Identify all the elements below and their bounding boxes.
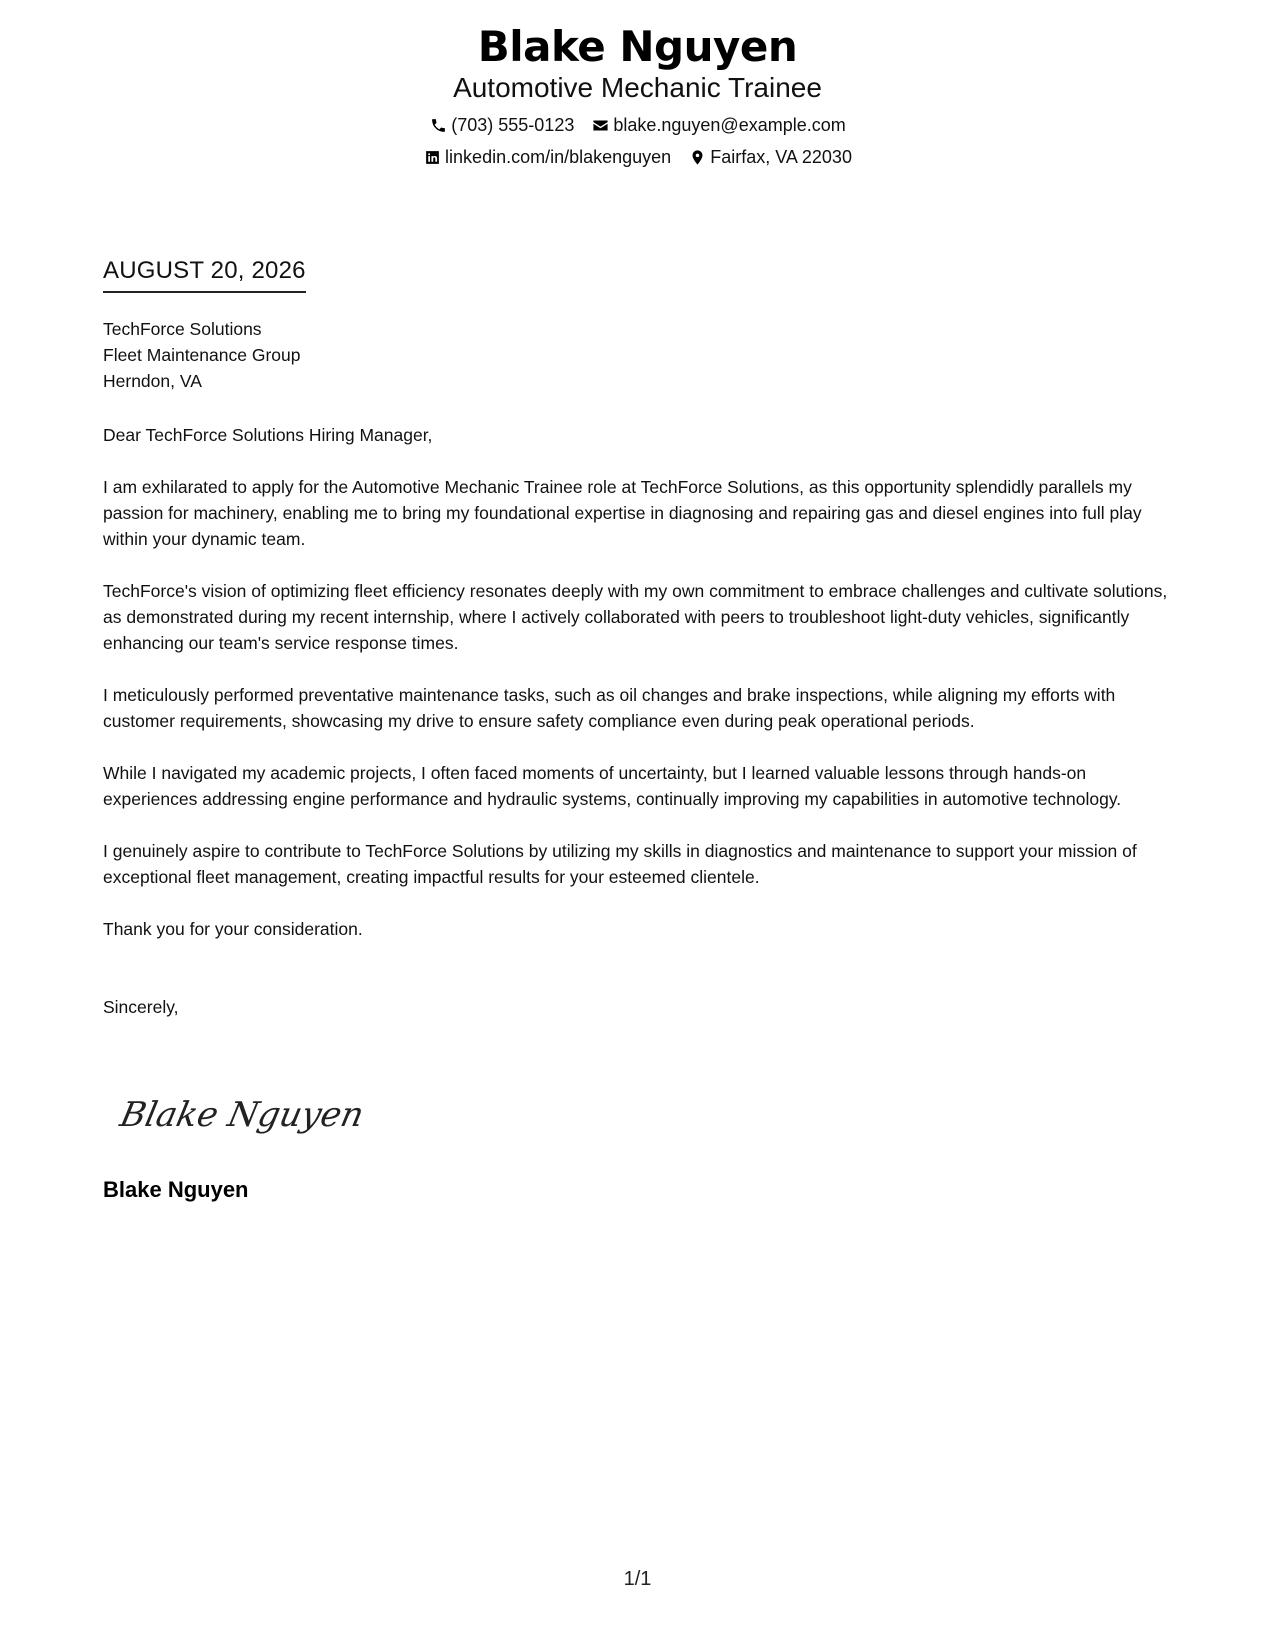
body-paragraph: I meticulously performed preventative maintenance tasks, such as oil changes and brake inspections, while aligning my efforts with customer requirements, showcasing my drive to ensure safety compliance even during peak operational periods. [103, 685, 1116, 731]
letter-header [0, 22, 1275, 168]
linkedin-url[interactable]: linkedin.com/in/blakenguyen [445, 147, 672, 167]
page-number: 1/1 [623, 1568, 652, 1590]
email-address[interactable]: blake.nguyen@example.com [613, 115, 846, 135]
applicant-title: Automotive Mechanic Trainee [453, 72, 822, 103]
body-paragraph: While I navigated my academic projects, I often faced moments of uncertainty, but I learned valuable lessons through hands-on experiences addressing engine performance and hydraulic systems, continually improving my capabilities in automotive technology. [103, 763, 1122, 809]
body-paragraph: I genuinely aspire to contribute to TechForce Solutions by utilizing my skills in diagnostics and maintenance to support your mission of exceptional fleet management, creating impactful results for your esteemed clientele. [103, 841, 1137, 887]
signature-text: Blake Nguyen [116, 1095, 368, 1135]
contact-linkedin[interactable] [423, 146, 671, 168]
body-paragraph: TechForce's vision of optimizing fleet efficiency resonates deeply with my own commitment to embrace challenges and cultivate solutions, as demonstrated during my recent internship, where I actively collaborated with peers to troubleshoot light-duty vehicles, significantly enhancing our team's service response times. [103, 581, 1168, 653]
location-text: Fairfax, VA 22030 [710, 147, 852, 167]
letter-body [103, 316, 1178, 1020]
contact-line-primary [0, 114, 1275, 136]
linkedin-icon [423, 148, 441, 166]
phone-number: (703) 555-0123 [451, 115, 575, 135]
letter-date-block [103, 256, 306, 293]
contact-phone [429, 114, 574, 136]
recipient-company: TechForce Solutions [103, 319, 262, 339]
recipient-location: Herndon, VA [103, 371, 202, 391]
signer-name: Blake Nguyen [103, 1177, 249, 1202]
letter-date: AUGUST 20, 2026 [103, 256, 306, 293]
envelope-icon [591, 116, 609, 134]
phone-icon [429, 116, 447, 134]
applicant-name: Blake Nguyen [477, 22, 798, 71]
closing-line: Thank you for your consideration. [103, 919, 363, 939]
contact-location [688, 146, 852, 168]
handwritten-signature [116, 1086, 368, 1146]
recipient-address [103, 316, 1178, 394]
map-pin-icon [688, 148, 706, 166]
signoff: Sincerely, [103, 997, 179, 1017]
body-paragraph: I am exhilarated to apply for the Automotive Mechanic Trainee role at TechForce Solutions, as this opportunity splendidly parallels my passion for machinery, enabling me to bring my foundational expertise in diagnosing and repairing gas and diesel engines into full play within your dynamic team. [103, 477, 1142, 549]
salutation: Dear TechForce Solutions Hiring Manager, [103, 425, 433, 445]
contact-line-secondary [0, 146, 1275, 168]
contact-email[interactable] [591, 114, 845, 136]
recipient-department: Fleet Maintenance Group [103, 345, 301, 365]
